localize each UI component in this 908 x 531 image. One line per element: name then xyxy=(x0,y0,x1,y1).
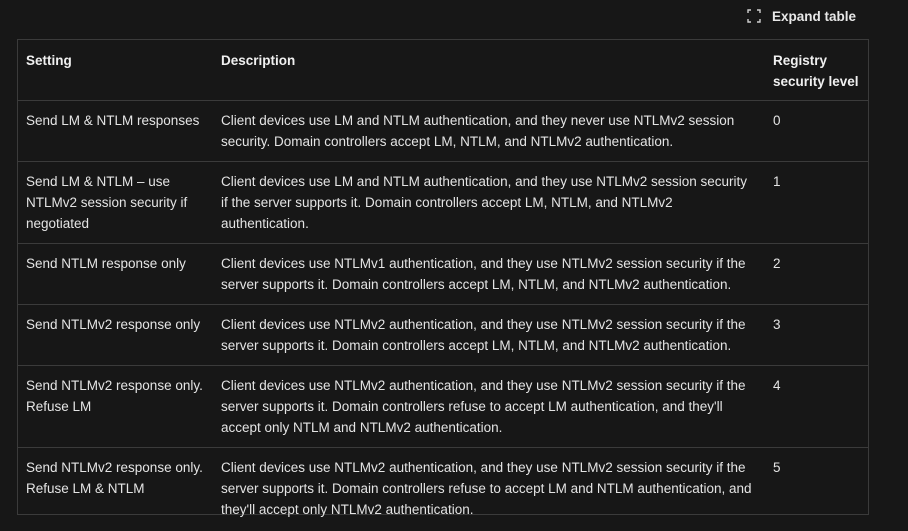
cell-level: 2 xyxy=(773,256,781,271)
table-row xyxy=(18,162,868,244)
expand-icon xyxy=(746,8,762,24)
cell-setting: Send NTLMv2 response only xyxy=(26,317,201,332)
table-row xyxy=(18,366,868,448)
cell-level: 1 xyxy=(773,174,781,189)
expand-table-button[interactable] xyxy=(746,6,856,26)
cell-setting: Send NTLM response only xyxy=(26,256,186,271)
cell-description: Client devices use NTLMv2 authentication, and they use NTLMv2 session security if the server supports it. Domain controllers accept LM, NTLM, and NTLMv2 authentication. xyxy=(221,317,746,353)
cell-description: Client devices use NTLMv1 authentication, and they use NTLMv2 session security if the server supports it. Domain controllers accept LM, NTLM, and NTLMv2 authentication. xyxy=(221,256,746,292)
expand-table-label: Expand table xyxy=(772,8,857,24)
cell-level: 0 xyxy=(773,113,781,128)
cell-setting: Send NTLMv2 response only. Refuse LM & NTLM xyxy=(26,460,203,496)
cell-description: Client devices use NTLMv2 authentication, and they use NTLMv2 session security if the server supports it. Domain controllers refuse to accept LM authentication, and they'll accept only NTLM and NTLMv2 authentication. xyxy=(221,378,746,435)
settings-table xyxy=(17,39,869,515)
table-row xyxy=(18,244,868,305)
cell-level: 4 xyxy=(773,378,781,393)
cell-setting: Send LM & NTLM responses xyxy=(26,113,200,128)
table-header-row xyxy=(18,40,868,101)
cell-setting: Send LM & NTLM – use NTLMv2 session security if negotiated xyxy=(26,174,188,231)
table-row xyxy=(18,448,868,530)
table-row xyxy=(18,305,868,366)
cell-description: Client devices use LM and NTLM authentication, and they use NTLMv2 session security if the server supports it. Domain controllers accept LM, NTLM, and NTLMv2 authentication. xyxy=(221,174,748,231)
header-description: Description xyxy=(221,53,296,68)
cell-setting: Send NTLMv2 response only. Refuse LM xyxy=(26,378,203,414)
cell-level: 3 xyxy=(773,317,781,332)
table-row xyxy=(18,101,868,162)
header-registry-level: Registry security level xyxy=(773,53,859,89)
cell-description: Client devices use LM and NTLM authentication, and they never use NTLMv2 session security. Domain controllers accept LM, NTLM, and NTLMv2 authentication. xyxy=(221,113,735,149)
cell-level: 5 xyxy=(773,460,781,475)
cell-description: Client devices use NTLMv2 authentication, and they use NTLMv2 session security if the server supports it. Domain controllers refuse to accept LM and NTLM authentication, and they'll accept only NTLMv2 authentication. xyxy=(221,460,752,517)
ntlm-settings-table xyxy=(18,40,868,529)
header-setting: Setting xyxy=(26,53,72,68)
